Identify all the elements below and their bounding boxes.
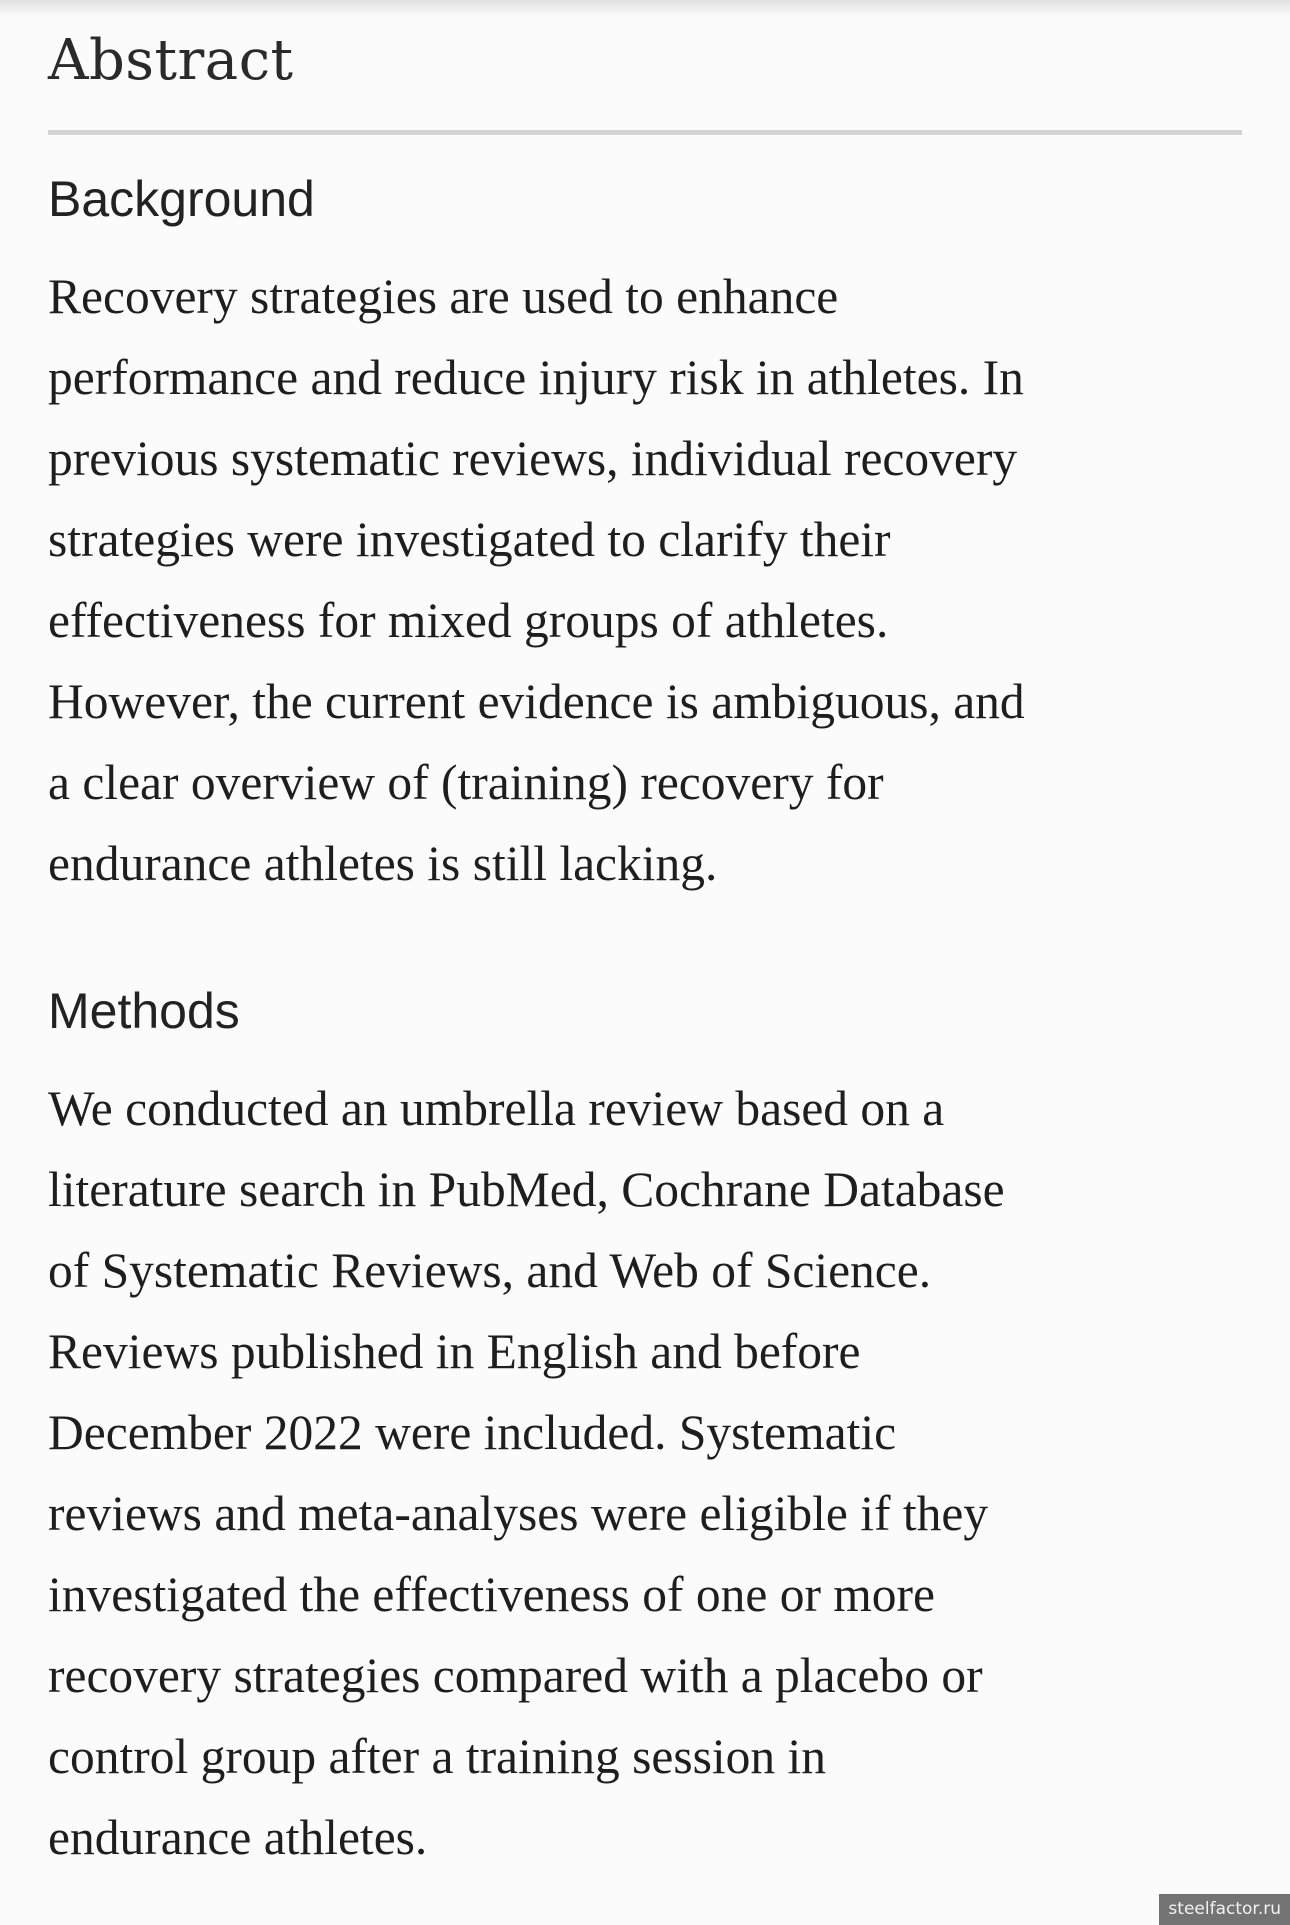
methods-line: literature search in PubMed, Cochrane Database xyxy=(48,1162,1005,1217)
background-line: However, the current evidence is ambiguous, and xyxy=(48,674,1025,729)
methods-line: reviews and meta-analyses were eligible if they xyxy=(48,1486,989,1541)
methods-line: recovery strategies compared with a placebo or xyxy=(48,1648,983,1703)
background-line: endurance athletes is still lacking. xyxy=(48,836,718,891)
methods-line: investigated the effectiveness of one or more xyxy=(48,1567,936,1622)
methods-line: of Systematic Reviews, and Web of Science. xyxy=(48,1243,932,1298)
methods-line: December 2022 were included. Systematic xyxy=(48,1405,897,1460)
abstract-title: Abstract xyxy=(48,28,294,93)
watermark: steelfactor.ru xyxy=(1159,1894,1290,1925)
methods-line: endurance athletes. xyxy=(48,1810,428,1865)
methods-line: We conducted an umbrella review based on a xyxy=(48,1081,945,1136)
top-shadow xyxy=(0,0,1290,18)
background-line: a clear overview of (training) recovery for xyxy=(48,755,884,810)
background-line: performance and reduce injury risk in athletes. In xyxy=(48,350,1024,405)
background-line: previous systematic reviews, individual recovery xyxy=(48,431,1018,486)
background-line: strategies were investigated to clarify their xyxy=(48,512,891,567)
methods-line: control group after a training session in xyxy=(48,1729,827,1784)
background-line: Recovery strategies are used to enhance xyxy=(48,269,839,324)
background-line: effectiveness for mixed groups of athletes. xyxy=(48,593,889,648)
methods-heading: Methods xyxy=(48,983,240,1039)
background-heading: Background xyxy=(48,171,315,227)
section-divider xyxy=(48,130,1242,135)
methods-text xyxy=(48,1068,1242,1878)
methods-line: Reviews published in English and before xyxy=(48,1324,861,1379)
background-text xyxy=(48,256,1242,904)
